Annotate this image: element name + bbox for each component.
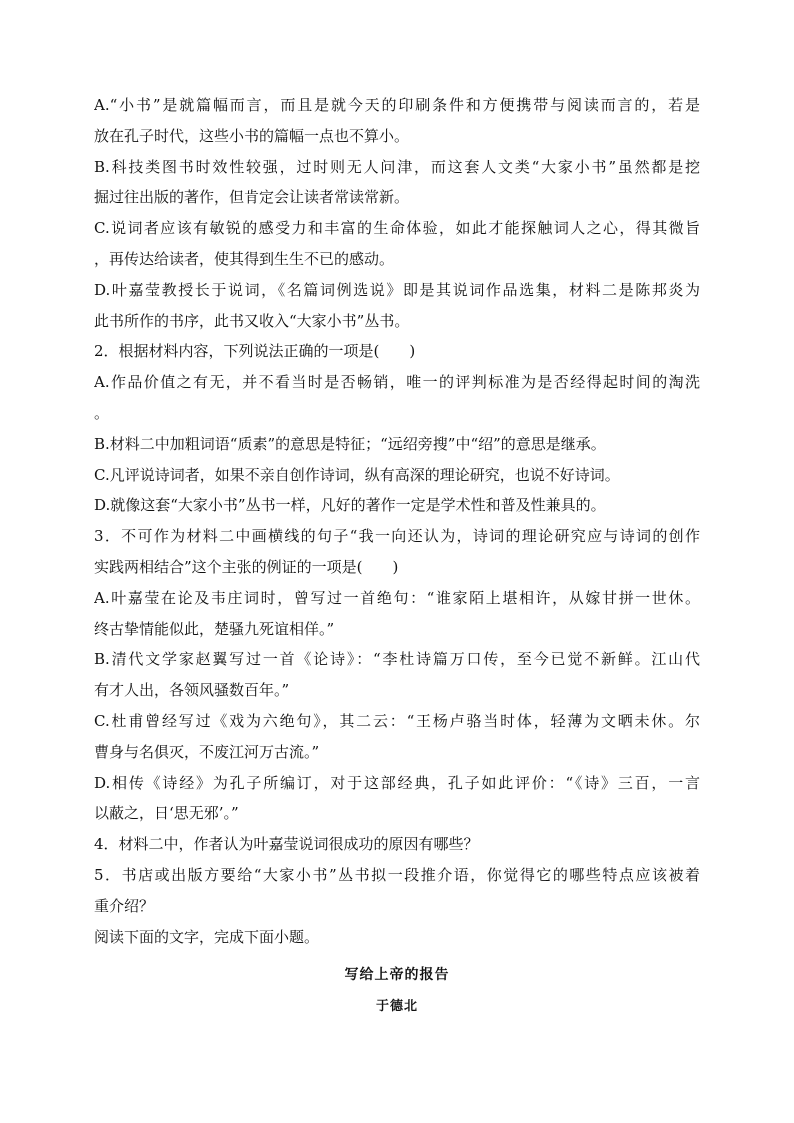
text-line: 有才人出，各领风骚数百年。”	[94, 681, 290, 700]
text-line: 以蔽之，日‘思无邪’。”	[94, 804, 239, 823]
text-line: ，再传达给读者，使其得到生生不已的感动。	[94, 249, 395, 268]
reading-instruction: 阅读下面的文字，完成下面小题。	[94, 927, 320, 946]
text-line: 掘过往出版的著作，但肯定会让读者常读常新。	[94, 188, 410, 207]
text-line: A.“小书”是就篇幅而言，而且是就今天的印刷条件和方便携带与阅读而言的，若是	[94, 96, 700, 114]
text-line: 此书所作的书序，此书又收入“大家小书”丛书。	[94, 311, 410, 330]
text-line: B.材料二中加粗词语“质素”的意思是特征；“远绍旁搜”中“绍”的意思是继承。	[94, 434, 606, 453]
text-line: C.凡评说诗词者，如果不亲自创作诗词，纵有高深的理论研究，也说不好诗词。	[94, 465, 620, 484]
text-line: A.叶嘉莹在论及韦庄词时，曾写过一首绝句：“谁家陌上堪相许，从嫁甘拼一世休。	[94, 588, 700, 607]
article-author: 于德北	[375, 999, 418, 1014]
text-line: 实践两相结合”这个主张的例证的一项是( )	[94, 557, 399, 576]
text-line: C.杜甫曾经写过《戏为六绝句》，其二云：“王杨卢骆当时体，轻薄为文晒未休。尔	[94, 711, 700, 730]
text-line: B.科技类图书时效性较强，过时则无人问津，而这套人文类“大家小书”虽然都是挖	[94, 157, 700, 176]
text-line: A.作品价值之有无，并不看当时是否畅销，唯一的评判标准为是否经得起时间的淘洗	[94, 373, 700, 392]
text-line: B.清代文学家赵翼写过一首《论诗》：“李杜诗篇万口传，至今已觉不新鲜。江山代	[94, 650, 700, 669]
question-4: 4．材料二中，作者认为叶嘉莹说词很成功的原因有哪些？	[94, 835, 479, 854]
text-line: 曹身与名俱灭，不废江河万古流。”	[94, 742, 320, 761]
question-5: 5．书店或出版方要给“大家小书”丛书拟一段推介语，你觉得它的哪些特点应该被着	[94, 865, 700, 884]
text-line: 终古挚情能似此，楚骚九死谊相佯。”	[94, 619, 335, 638]
text-line: D.叶嘉莹教授长于说词，《名篇词例选说》即是其说词作品选集，材料二是陈邦炎为	[94, 280, 700, 299]
question-2: 2．根据材料内容，下列说法正确的一项是( )	[94, 342, 416, 361]
text-line: C.说词者应该有敏锐的感受力和丰富的生命体验，如此才能探触词人之心，得其微旨	[94, 219, 700, 238]
text-line: 重介绍？	[94, 896, 155, 915]
document-body	[94, 90, 700, 952]
text-line: D.相传《诗经》为孔子所编订，对于这部经典，孔子如此评价：“《诗》三百，一言	[94, 773, 700, 792]
article-title: 写给上帝的报告	[344, 967, 450, 983]
text-line: 。	[94, 403, 110, 422]
text-line: D.就像这套“大家小书”丛书一样，凡好的著作一定是学术性和普及性兼具的。	[94, 496, 606, 515]
text-line: 放在孔子时代，这些小书的篇幅一点也不算小。	[94, 126, 410, 145]
question-3: 3．不可作为材料二中画横线的句子“我一向还认为，诗词的理论研究应与诗词的创作	[94, 527, 700, 546]
